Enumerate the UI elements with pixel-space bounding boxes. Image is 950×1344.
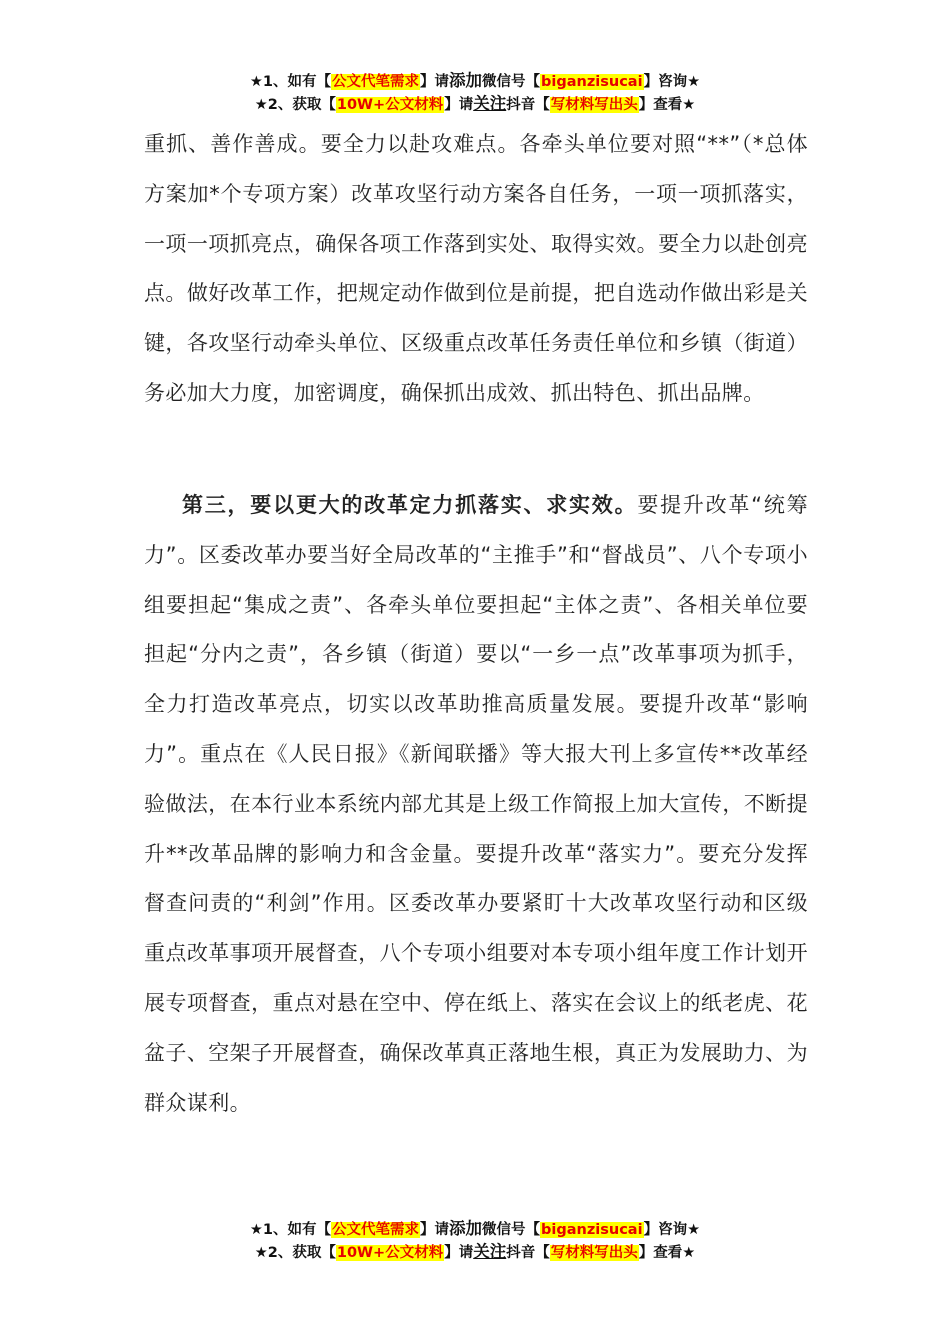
banner-text: 】请 <box>444 1245 474 1261</box>
header-banner <box>0 70 950 116</box>
banner-text: 抖音【 <box>506 1245 550 1261</box>
banner-text: ★1、如有【 <box>249 74 332 90</box>
banner-highlight: 10W+公文材料 <box>336 97 444 113</box>
paragraph-2 <box>144 481 808 1128</box>
banner-wechat-id: biganzisucai <box>541 1222 643 1238</box>
banner-highlight: 公文代笔需求 <box>332 74 420 90</box>
banner-line-2 <box>0 93 950 116</box>
banner-text: ★2、获取【 <box>254 1245 336 1261</box>
banner-text: ★1、如有【 <box>249 1222 332 1238</box>
banner-text: 】查看★ <box>638 97 696 113</box>
banner-emphasis: 关注 <box>473 94 507 113</box>
banner-highlight: 公文代笔需求 <box>332 1222 420 1238</box>
banner-emphasis: 添加 <box>449 1219 483 1238</box>
banner-text: 】请 <box>420 1222 450 1238</box>
banner-text: 】咨询★ <box>643 74 701 90</box>
banner-emphasis: 关注 <box>473 1242 507 1261</box>
banner-line-2 <box>0 1241 950 1264</box>
banner-line-1 <box>0 70 950 93</box>
banner-text: 抖音【 <box>506 97 550 113</box>
paragraph-1 <box>144 120 808 419</box>
paragraph-body: 要提升改革“统筹力”。区委改革办要当好全局改革的“主推手”和“督战员”、八个专项小组要担起“集成之责”、各牵头单位要担起“主体之责”、各相关单位要担起“分内之责”，各乡镇（街道）要以“一乡一点”改革事项为抓手，全力打造改革亮点，切实以改革助推高质量发展。要提升改革“影响力”。重点在《人民日报》《新闻联播》等大报大刊上多宣传**改革经验做法，在本行业本系统内部尤其是上级工作简报上加大宣传，不断提升**改革品牌的影响力和含金量。要提升改革“落实力”。要充分发挥督查问责的“利剑”作用。区委改革办要紧盯十大改革攻坚行动和区级重点改革事项开展督查，八个专项小组要对本专项小组年度工作计划开展专项督查，重点对悬在空中、停在纸上、落实在会议上的纸老虎、花盆子、空架子开展督查，确保改革真正落地生根，真正为发展助力、为群众谋利。 <box>144 493 808 1115</box>
banner-text: 】请 <box>444 97 474 113</box>
banner-emphasis: 添加 <box>449 71 483 90</box>
banner-text: 】咨询★ <box>643 1222 701 1238</box>
banner-highlight: 10W+公文材料 <box>336 1245 444 1261</box>
banner-douyin-name: 写材料写出头 <box>550 97 638 113</box>
banner-text: 微信号【 <box>482 74 541 90</box>
banner-text: 】查看★ <box>638 1245 696 1261</box>
footer-banner <box>0 1218 950 1264</box>
banner-line-1 <box>0 1218 950 1241</box>
paragraph-lead: 第三，要以更大的改革定力抓落实、求实效。 <box>182 493 638 517</box>
banner-text: ★2、获取【 <box>254 97 336 113</box>
banner-text: 】请 <box>420 74 450 90</box>
banner-wechat-id: biganzisucai <box>541 74 643 90</box>
banner-text: 微信号【 <box>482 1222 541 1238</box>
banner-douyin-name: 写材料写出头 <box>550 1245 638 1261</box>
paragraph-text <box>144 481 808 1128</box>
paragraph-text: 重抓、善作善成。要全力以赴攻难点。各牵头单位要对照“**”（*总体方案加*个专项方案）改革攻坚行动方案各自任务，一项一项抓落实，一项一项抓亮点，确保各项工作落到实处、取得实效。要全力以赴创亮点。做好改革工作，把规定动作做到位是前提，把自选动作做出彩是关键，各攻坚行动牵头单位、区级重点改革任务责任单位和乡镇（街道）务必加大力度，加密调度，确保抓出成效、抓出特色、抓出品牌。 <box>144 132 808 405</box>
